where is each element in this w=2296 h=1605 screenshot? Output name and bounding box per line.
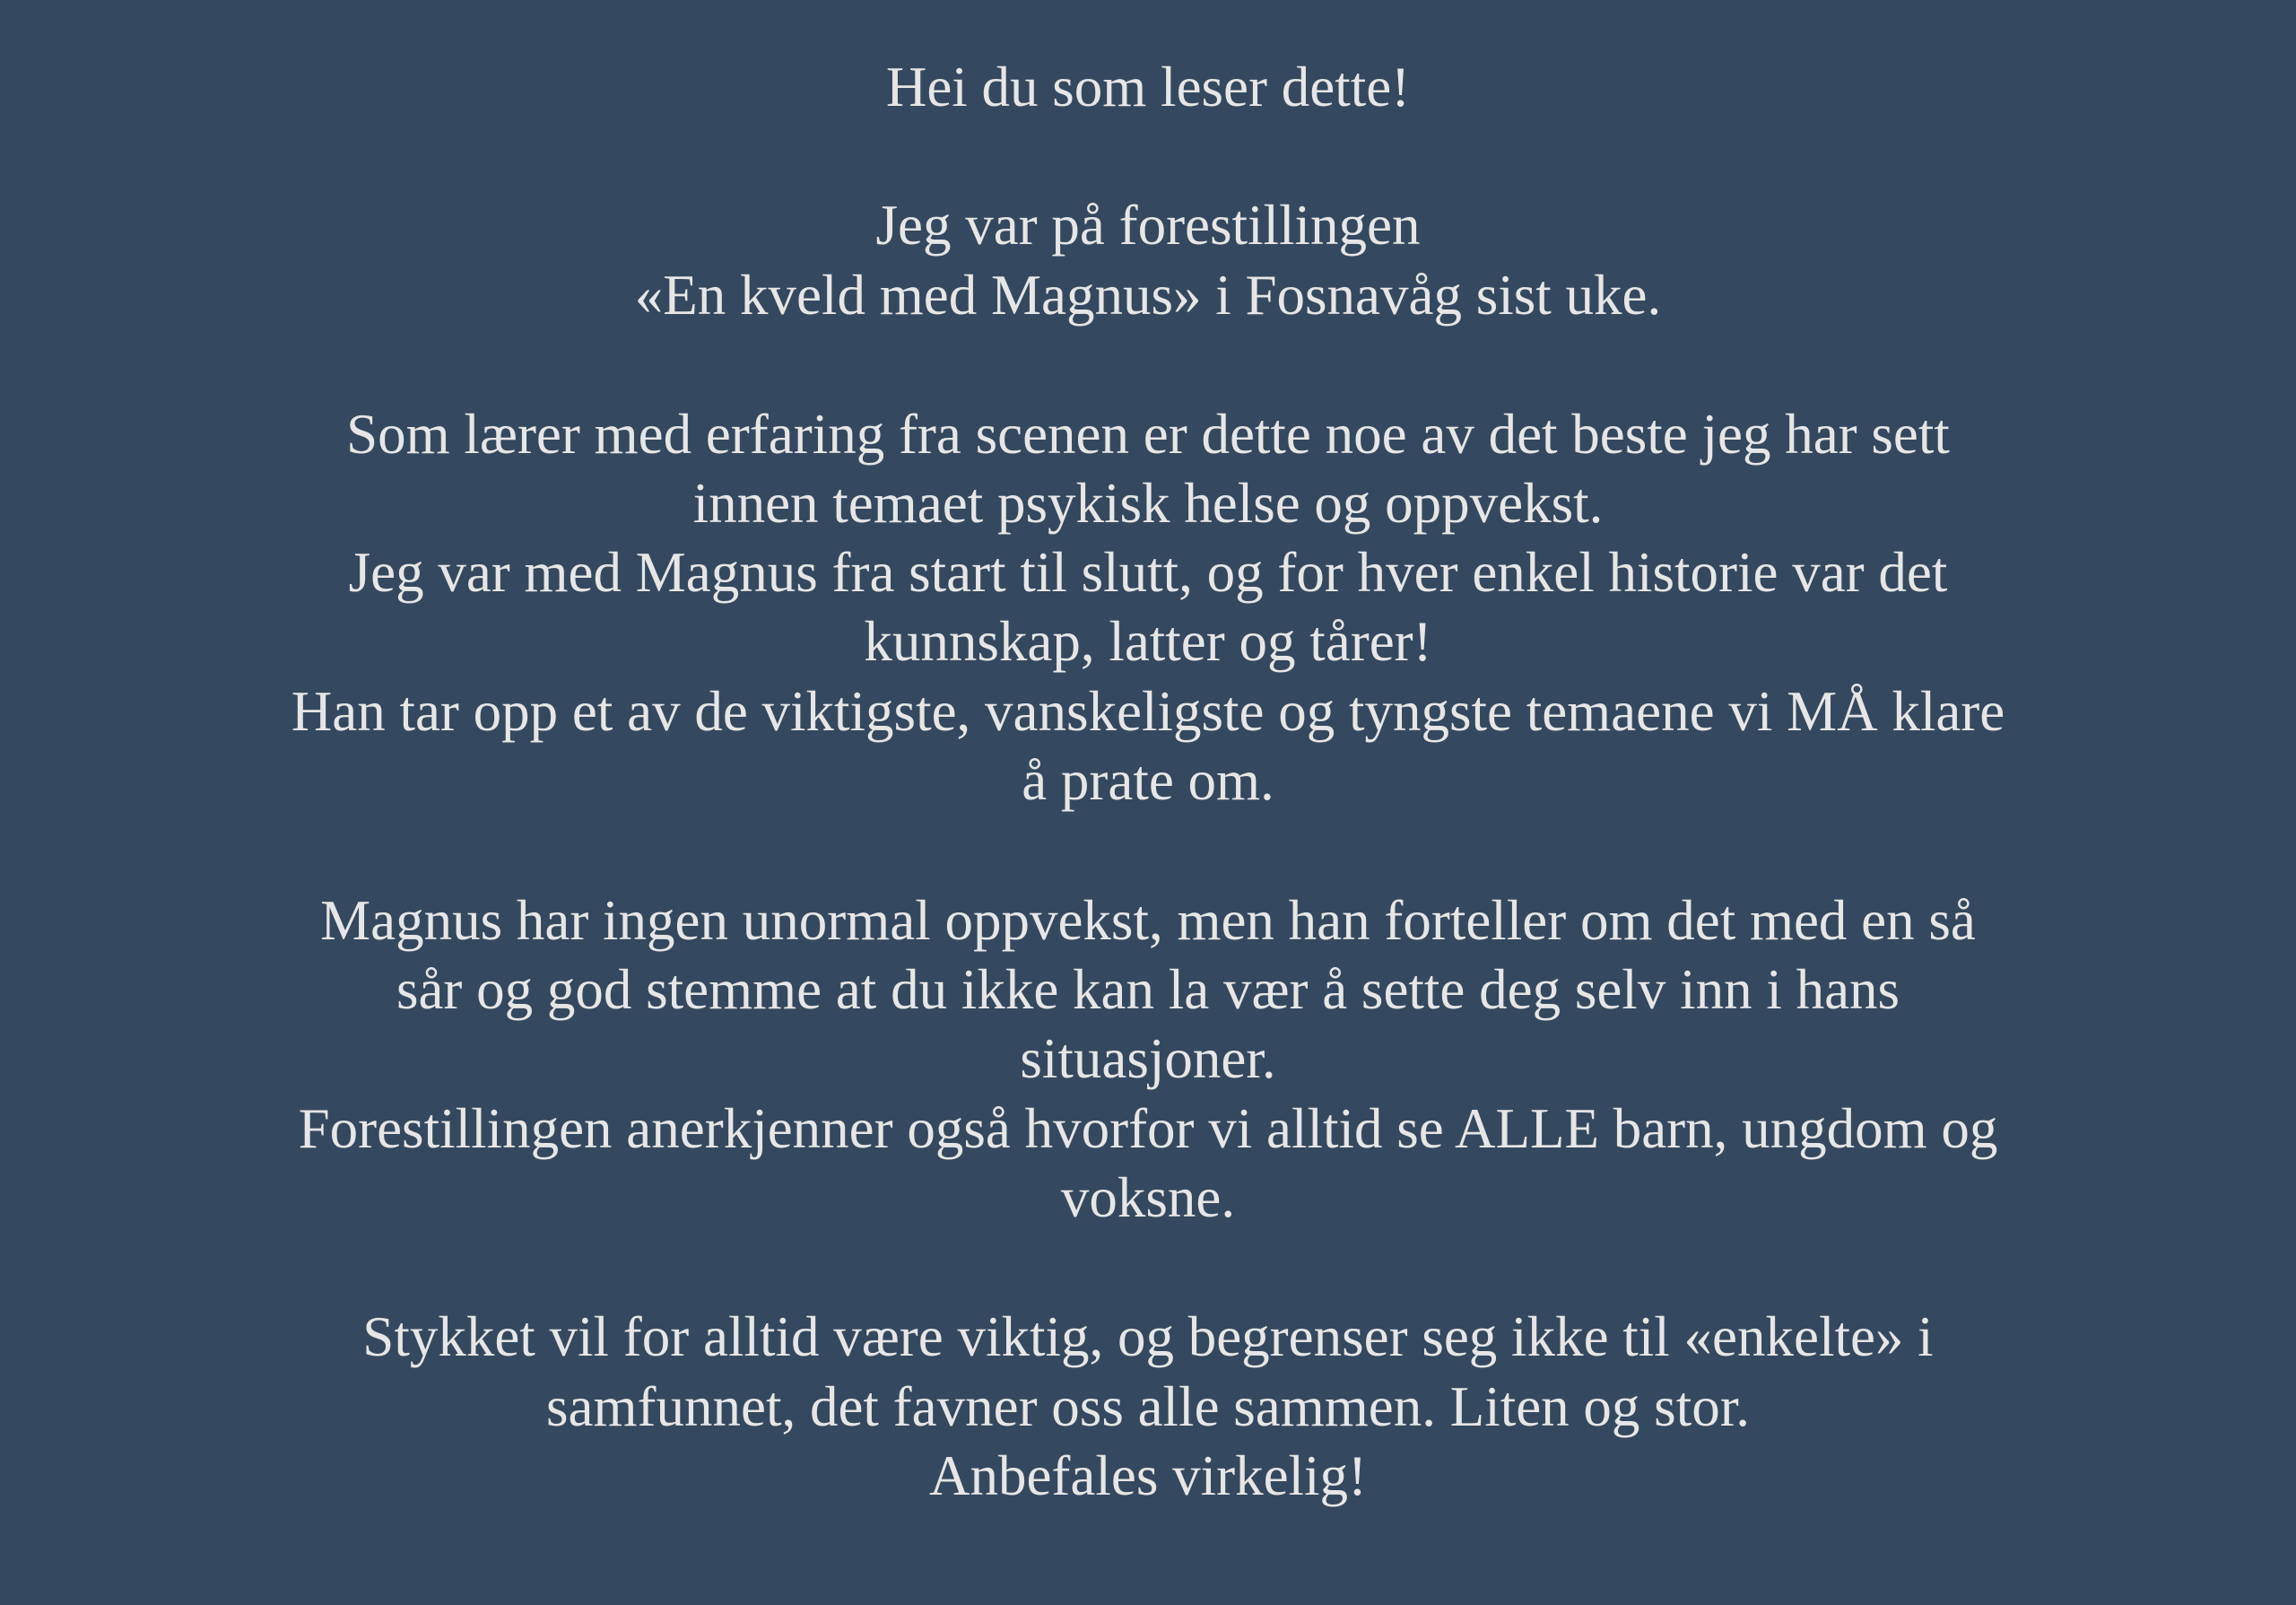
paragraph-3-line: Magnus har ingen unormal oppvekst, men han forteller om det med en så bbox=[320, 889, 1976, 952]
paragraph-2-line: kunnskap, latter og tårer! bbox=[864, 610, 1432, 673]
paragraph-3-line: sår og god stemme at du ikke kan la vær å sette deg selv inn i hans bbox=[396, 958, 1900, 1021]
paragraph-2-line: innen temaet psykisk helse og oppvekst. bbox=[692, 472, 1604, 535]
greeting-line: Hei du som leser dette! bbox=[885, 56, 1411, 118]
paragraph-3-line: voksne. bbox=[1060, 1166, 1236, 1229]
paragraph-2-line: å prate om. bbox=[1022, 749, 1274, 812]
paragraph-4-line: Anbefales virkelig! bbox=[928, 1444, 1368, 1507]
paragraph-2-line: Jeg var med Magnus fra start til slutt, og for hver enkel historie var det bbox=[348, 541, 1948, 604]
paragraph-1-line: «En kveld med Magnus» i Fosnavåg sist uke. bbox=[634, 264, 1662, 327]
paragraph-4-line: Stykket vil for alltid være viktig, og begrenser seg ikke til «enkelte» i bbox=[362, 1305, 1934, 1368]
paragraph-4-line: samfunnet, det favner oss alle sammen. Liten og stor. bbox=[546, 1375, 1750, 1438]
paragraph-2-line: Som lærer med erfaring fra scenen er dette noe av det beste jeg har sett bbox=[346, 403, 1950, 466]
paragraph-3-line: situasjoner. bbox=[1020, 1027, 1276, 1090]
paragraph-2-line: Han tar opp et av de viktigste, vanskeligste og tyngste temaene vi MÅ klare bbox=[291, 680, 2005, 743]
paragraph-1-line: Jeg var på forestillingen bbox=[875, 194, 1421, 257]
paragraph-3-line: Forestillingen anerkjenner også hvorfor vi alltid se ALLE barn, ungdom og bbox=[298, 1097, 1998, 1160]
